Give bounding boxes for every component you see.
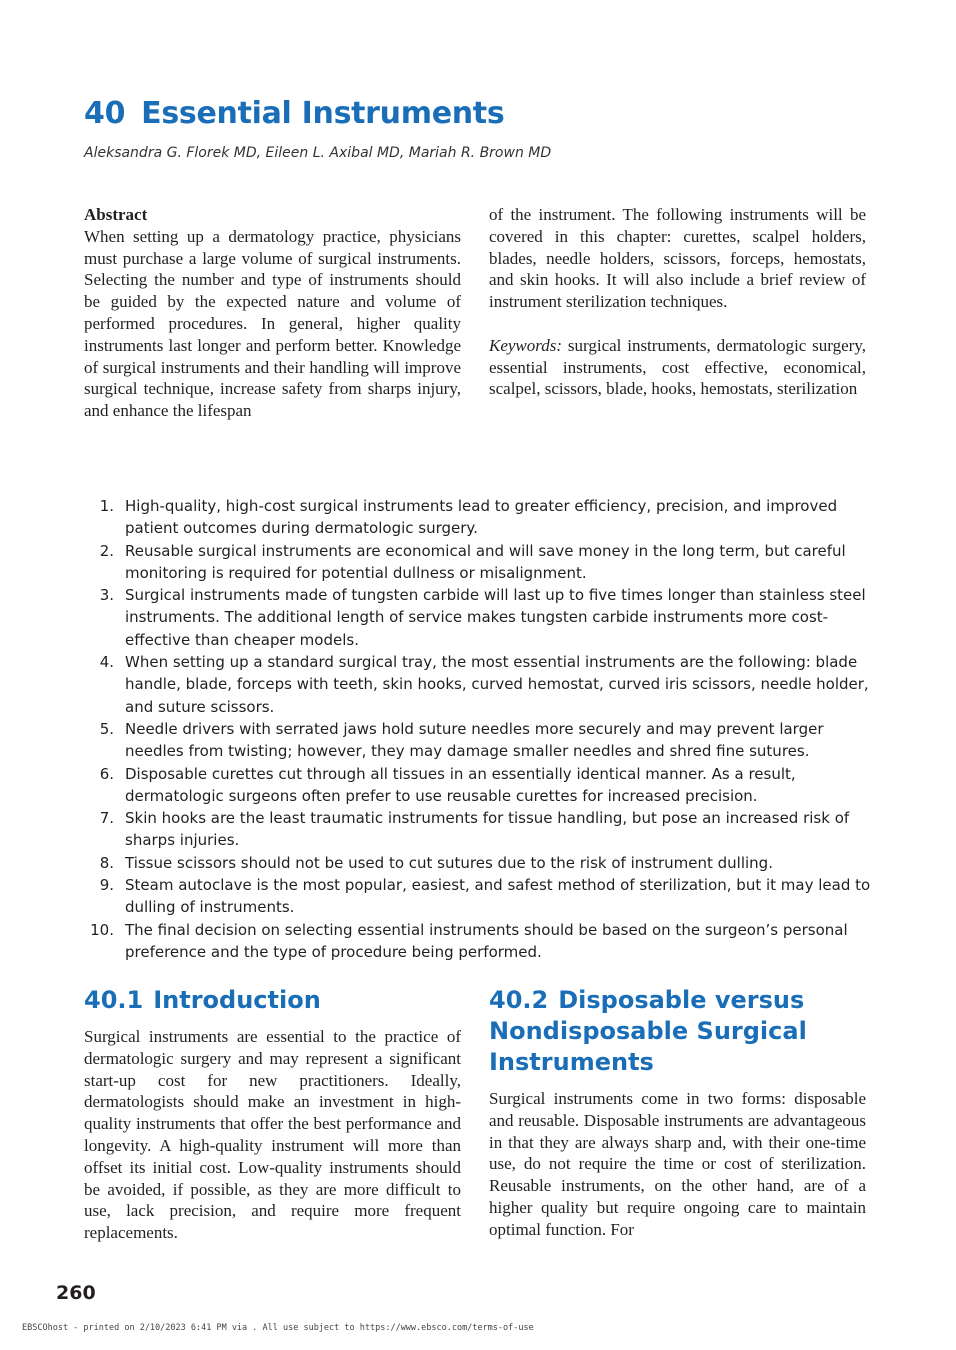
key-point [84,874,874,919]
key-point-text: Steam autoclave is the most popular, easiest, and safest method of sterilization, but it may lead to dulling of instruments. [125,876,871,917]
abstract-text-left: When setting up a dermatology practice, physicians must purchase a large volume of surgical instruments. Selecting the number and type of instruments should be guided by the expected nature and volume of performed procedures. In general, higher quality instruments last longer and perform better. Knowledge of surgical instruments and their handling will improve surgical technique, increase safety from sharps injury, and enhance the lifespan [84,226,461,421]
key-point [84,852,874,874]
key-point [84,651,874,718]
key-point [84,584,874,651]
key-point-number: 4. [99,653,114,672]
section-disposable-vs-nondisposable [489,985,866,1241]
section-heading [489,985,866,1078]
key-point [84,807,874,852]
abstract-left-column [84,204,461,422]
key-point-number: 10. [90,920,114,939]
section-introduction [84,985,461,1244]
page-number: 260 [56,1282,96,1304]
key-point-number: 2. [99,541,114,560]
chapter-title [84,96,504,131]
key-point [84,919,874,964]
section-title: Introduction [153,986,321,1014]
key-point [84,540,874,585]
abstract-heading: Abstract [84,205,148,224]
print-footer: EBSCOhost - printed on 2/10/2023 6:41 PM via . All use subject to https://www.ebsco.com/terms-of-use [22,1323,534,1333]
key-point-text: High-quality, high-cost surgical instruments lead to greater efficiency, precision, and improved patient outcomes during dermatologic surgery. [125,497,838,538]
chapter-number: 40 [84,96,126,131]
key-point-text: Skin hooks are the least traumatic instruments for tissue handling, but pose an increased risk of sharps injuries. [125,809,850,850]
key-point-text: Reusable surgical instruments are economical and will save money in the long term, but careful monitoring is required for potential dullness or misalignment. [125,541,846,582]
section-number: 40.2 [489,986,549,1014]
key-point-number: 3. [99,586,114,605]
key-point-text: Disposable curettes cut through all tissues in an essentially identical manner. As a result, dermatologic surgeons often prefer to use reusable curettes for increased precision. [125,764,796,805]
key-point-text: The final decision on selecting essential instruments should be based on the surgeon’s personal preference and the type of procedure being performed. [125,920,848,961]
section-number: 40.1 [84,986,144,1014]
key-point-number: 7. [99,809,114,828]
key-point [84,718,874,763]
chapter-authors: Aleksandra G. Florek MD, Eileen L. Axibal MD, Mariah R. Brown MD [84,145,552,161]
key-point [84,763,874,808]
key-points-list [84,495,874,963]
abstract-right-column [489,204,866,400]
key-point [84,495,874,540]
key-point-text: When setting up a standard surgical tray, the most essential instruments are the following: blade handle, blade, forceps with teeth, skin hooks, curved hemostat, curved iris scissors, needle holder, and suture scissors. [125,653,869,716]
keywords-label: Keywords: [489,335,563,355]
chapter-title-text: Essential Instruments [141,96,505,131]
keywords-text: surgical instruments, dermatologic surgery, essential instruments, cost effective, economical, scalpel, scissors, blade, hooks, hemostats, sterilization [489,335,866,399]
key-point-number: 1. [99,497,114,515]
key-point-text: Tissue scissors should not be used to cut sutures due to the risk of instrument dulling. [125,853,773,872]
section-body: Surgical instruments are essential to the practice of dermatologic surgery and may represent a significant start-up cost for new practitioners. Ideally, dermatologists should make an investment in high-quality instruments that offer the best performance and longevity. A high-quality instrument will more than offset its initial cost. Low-quality instruments should be avoided, if possible, as they are more difficult to use, lack precision, and require more frequent replacements. [84,1027,461,1243]
key-point-number: 6. [99,764,114,783]
abstract-text-right: of the instrument. The following instruments will be covered in this chapter: curettes, scalpel holders, blades, needle holders, scissors, forceps, hemostats, and skin hooks. It will also include a brief review of instrument sterilization techniques. [489,205,866,312]
section-title: Disposable versus Nondisposable Surgical Instruments [489,986,807,1076]
key-point-number: 9. [99,876,114,895]
key-point-number: 5. [99,719,114,738]
keywords [489,335,866,400]
section-body: Surgical instruments come in two forms: disposable and reusable. Disposable instruments are advantageous in that they are always sharp and, with their one-time use, do not require the time or cost of sterilization. Reusable instruments, on the other hand, are of a higher quality but require ongoing care to maintain optimal function. For [489,1089,866,1239]
key-point-number: 8. [99,853,114,872]
section-heading [84,985,461,1016]
key-point-text: Needle drivers with serrated jaws hold suture needles more securely and may prevent larger needles from twisting; however, they may damage smaller needles and shred fine sutures. [125,719,824,761]
key-point-text: Surgical instruments made of tungsten carbide will last up to five times longer than stainless steel instruments. The additional length of service makes tungsten carbide instruments more cost-effective than cheaper models. [125,586,866,649]
